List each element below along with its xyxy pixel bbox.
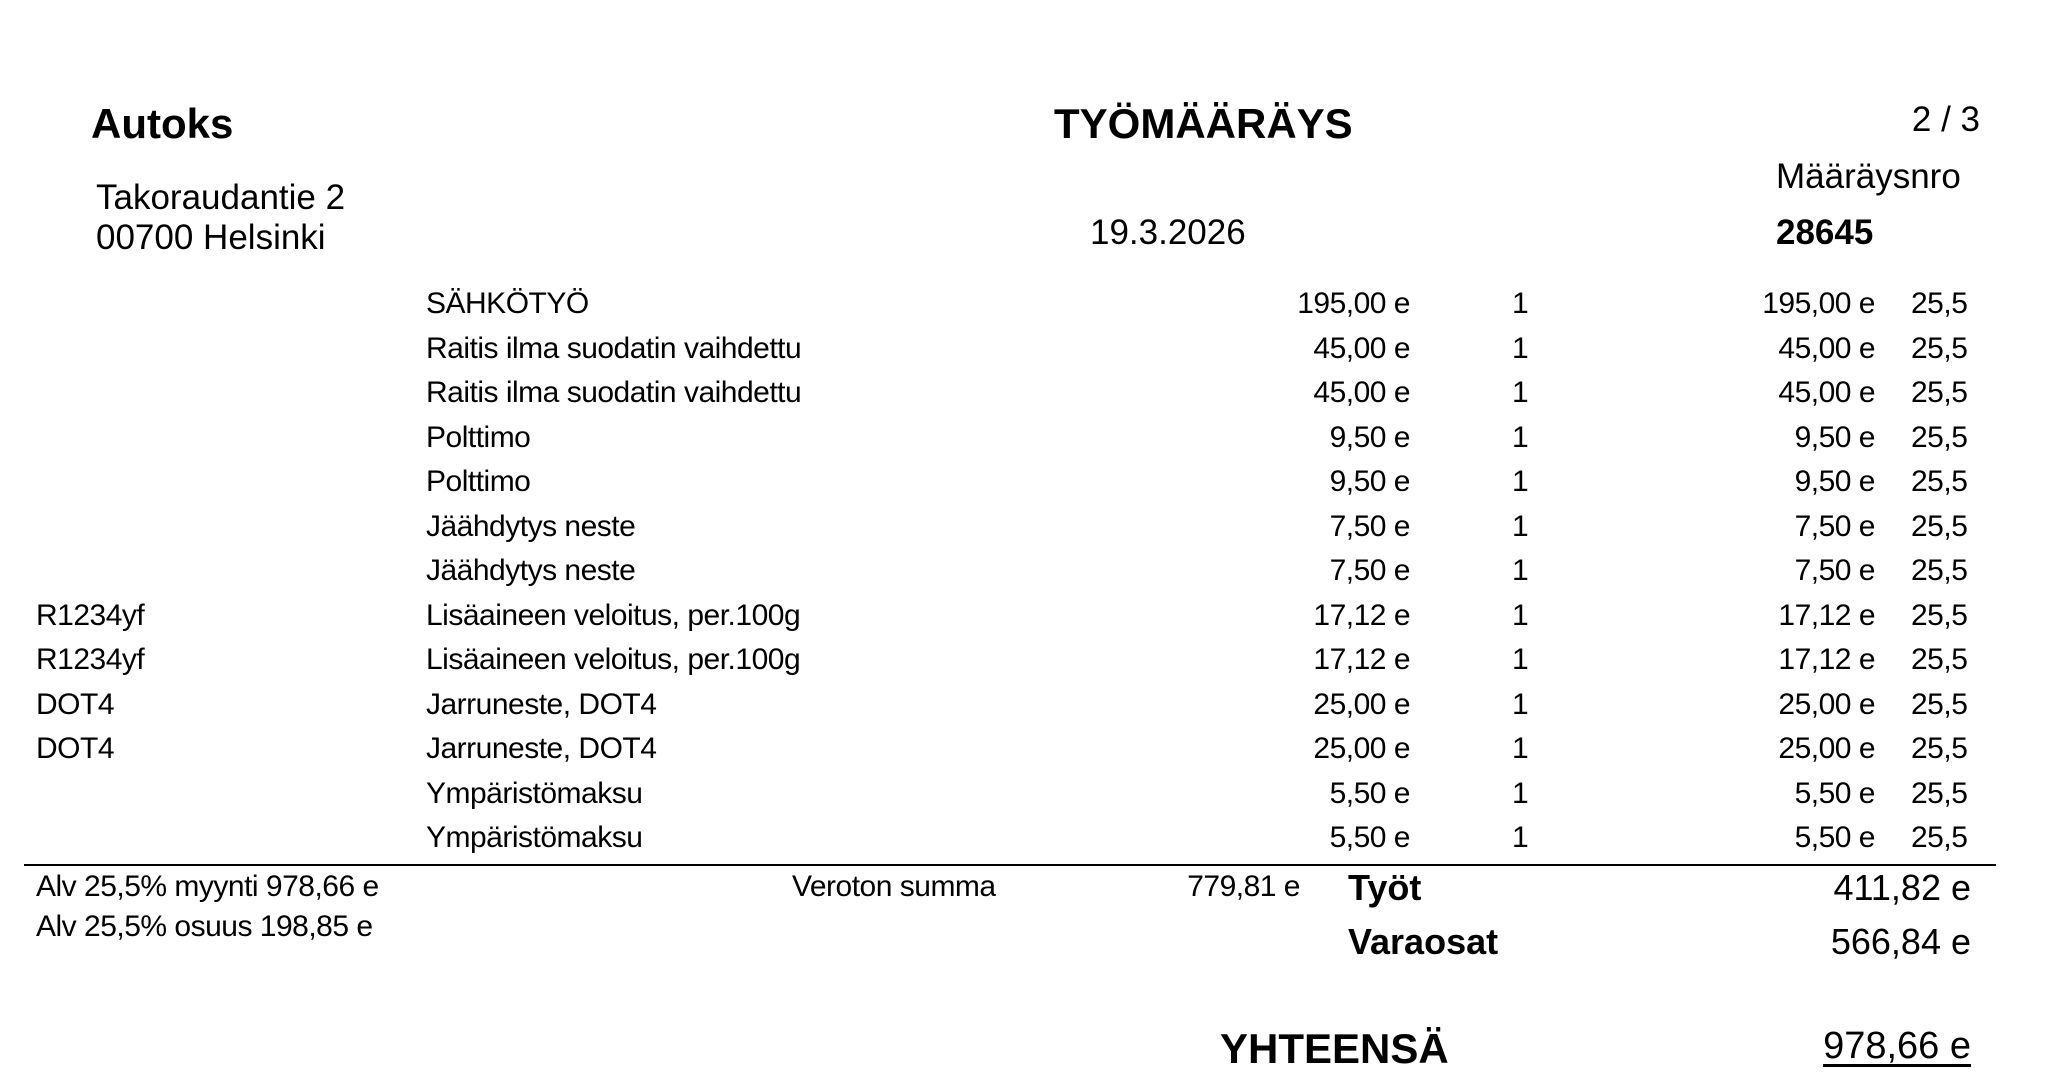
company-name: Autoks	[91, 100, 234, 147]
vat-share: Alv 25,5% osuus 198,85 e	[36, 910, 373, 943]
item-unit-price: 5,50 e	[1329, 821, 1410, 854]
item-description: Polttimo	[426, 465, 531, 498]
table-row	[0, 773, 2048, 818]
untaxed-sum-label: Veroton summa	[792, 870, 996, 903]
item-total: 5,50 e	[1794, 776, 1875, 810]
item-description: Lisäaineen veloitus, per.100g	[426, 643, 801, 676]
item-total: 17,12 e	[1778, 643, 1875, 676]
item-description: Jäähdytys neste	[426, 509, 636, 543]
item-description: Ympäristömaksu	[426, 821, 643, 854]
table-row	[0, 461, 2048, 506]
order-number: 28645	[1776, 213, 1874, 252]
item-description: SÄHKÖTYÖ	[426, 287, 589, 320]
table-row	[0, 417, 2048, 462]
item-vat-rate: 25,5	[1911, 331, 1968, 365]
item-quantity: 1	[1512, 287, 1529, 320]
item-description: Raitis ilma suodatin vaihdettu	[426, 376, 802, 409]
item-unit-price: 7,50 e	[1329, 554, 1410, 587]
order-date: 19.3.2026	[1090, 213, 1246, 252]
item-code: R1234yf	[36, 643, 145, 676]
table-row	[0, 550, 2048, 595]
grand-total-value: 978,66 e	[1823, 1025, 1971, 1067]
item-code: R1234yf	[36, 598, 145, 632]
item-total: 7,50 e	[1794, 509, 1875, 543]
order-number-label: Määräysnro	[1776, 157, 1961, 196]
item-total: 45,00 e	[1778, 331, 1875, 365]
table-row	[0, 684, 2048, 729]
item-vat-rate: 25,5	[1911, 598, 1968, 632]
item-total: 9,50 e	[1794, 420, 1875, 454]
item-total: 7,50 e	[1794, 554, 1875, 587]
table-row	[0, 372, 2048, 417]
table-row	[0, 595, 2048, 640]
item-total: 25,00 e	[1778, 687, 1875, 721]
item-unit-price: 45,00 e	[1313, 331, 1410, 365]
address-street: Takoraudantie 2	[96, 178, 346, 217]
item-description: Jarruneste, DOT4	[426, 687, 657, 721]
item-unit-price: 17,12 e	[1313, 598, 1410, 632]
item-unit-price: 25,00 e	[1313, 732, 1410, 765]
table-row	[0, 639, 2048, 684]
item-quantity: 1	[1512, 598, 1529, 632]
item-total: 195,00 e	[1762, 287, 1875, 320]
item-quantity: 1	[1512, 376, 1529, 409]
item-code: DOT4	[36, 687, 115, 721]
item-quantity: 1	[1512, 687, 1529, 721]
table-row	[0, 506, 2048, 551]
item-vat-rate: 25,5	[1911, 821, 1968, 854]
item-vat-rate: 25,5	[1911, 732, 1968, 765]
table-row	[0, 728, 2048, 773]
item-quantity: 1	[1512, 509, 1529, 543]
page-number: 2 / 3	[1911, 100, 1980, 139]
item-vat-rate: 25,5	[1911, 376, 1968, 409]
item-vat-rate: 25,5	[1911, 420, 1968, 454]
item-code: DOT4	[36, 732, 115, 765]
item-vat-rate: 25,5	[1911, 554, 1968, 587]
table-row	[0, 283, 2048, 328]
item-description: Polttimo	[426, 420, 531, 454]
item-unit-price: 17,12 e	[1313, 643, 1410, 676]
item-description: Lisäaineen veloitus, per.100g	[426, 598, 801, 632]
item-unit-price: 9,50 e	[1329, 420, 1410, 454]
item-vat-rate: 25,5	[1911, 776, 1968, 810]
item-unit-price: 45,00 e	[1313, 376, 1410, 409]
item-total: 5,50 e	[1794, 821, 1875, 854]
item-unit-price: 7,50 e	[1329, 509, 1410, 543]
parts-label: Varaosat	[1348, 921, 1499, 962]
item-quantity: 1	[1512, 643, 1529, 676]
item-unit-price: 9,50 e	[1329, 465, 1410, 498]
item-quantity: 1	[1512, 821, 1529, 854]
labor-value: 411,82 e	[1833, 867, 1971, 908]
summary-divider	[24, 864, 1996, 866]
item-quantity: 1	[1512, 776, 1529, 810]
item-vat-rate: 25,5	[1911, 465, 1968, 498]
item-vat-rate: 25,5	[1911, 687, 1968, 721]
line-items	[0, 283, 2048, 862]
item-total: 25,00 e	[1778, 732, 1875, 765]
vat-sales: Alv 25,5% myynti 978,66 e	[36, 870, 379, 903]
item-description: Raitis ilma suodatin vaihdettu	[426, 331, 802, 365]
item-unit-price: 195,00 e	[1297, 287, 1410, 320]
item-vat-rate: 25,5	[1911, 643, 1968, 676]
untaxed-sum-value: 779,81 e	[1187, 870, 1300, 903]
item-description: Jäähdytys neste	[426, 554, 636, 587]
document-title: TYÖMÄÄRÄYS	[1054, 100, 1353, 147]
item-vat-rate: 25,5	[1911, 509, 1968, 543]
parts-value: 566,84 e	[1830, 921, 1971, 962]
item-unit-price: 5,50 e	[1329, 776, 1410, 810]
item-quantity: 1	[1512, 465, 1529, 498]
item-vat-rate: 25,5	[1911, 287, 1968, 320]
item-unit-price: 25,00 e	[1313, 687, 1410, 721]
table-row	[0, 817, 2048, 862]
labor-label: Työt	[1348, 867, 1422, 908]
item-description: Ympäristömaksu	[426, 776, 643, 810]
item-total: 17,12 e	[1778, 598, 1875, 632]
item-quantity: 1	[1512, 420, 1529, 454]
item-quantity: 1	[1512, 732, 1529, 765]
address-city: 00700 Helsinki	[96, 218, 326, 257]
table-row	[0, 328, 2048, 373]
item-total: 9,50 e	[1794, 465, 1875, 498]
item-quantity: 1	[1512, 554, 1529, 587]
item-description: Jarruneste, DOT4	[426, 732, 657, 765]
grand-total-label: YHTEENSÄ	[1220, 1025, 1449, 1072]
item-total: 45,00 e	[1778, 376, 1875, 409]
item-quantity: 1	[1512, 331, 1529, 365]
